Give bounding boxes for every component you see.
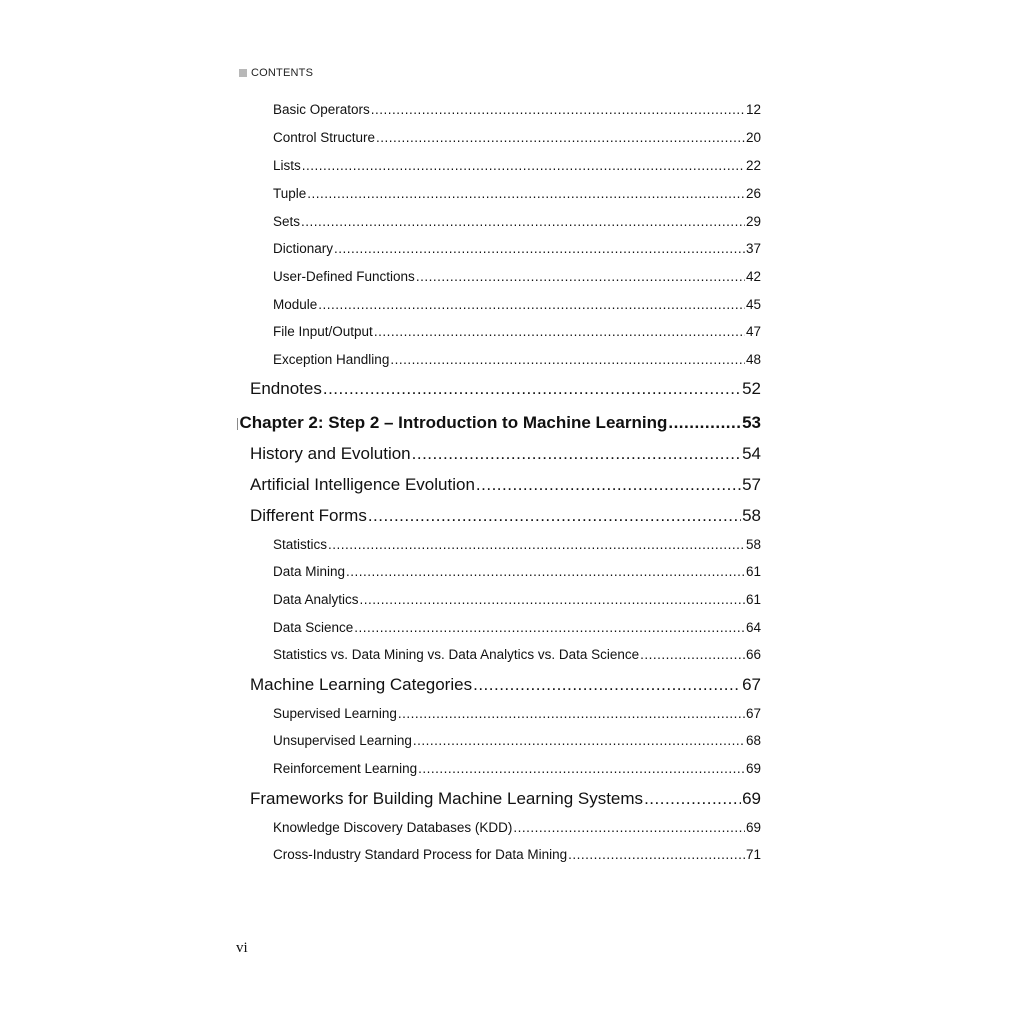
toc-entry-page: 67: [742, 675, 761, 694]
toc-entry: [273, 733, 761, 751]
toc-entry: [273, 102, 761, 120]
toc-entry: [273, 820, 761, 838]
toc-entry-title: Supervised Learning: [273, 706, 397, 721]
dot-leader: [473, 675, 741, 695]
toc-entry: [250, 475, 761, 497]
toc-entry-page: 58: [745, 537, 761, 552]
toc-entry: [273, 186, 761, 204]
toc-entry-title: Dictionary: [273, 241, 334, 256]
toc-entry: [273, 352, 761, 370]
toc-entry-page: 45: [745, 297, 761, 312]
dot-leader: [412, 444, 741, 464]
dot-leader: [374, 324, 745, 339]
toc-entry-title: Lists: [273, 158, 301, 173]
toc-entry-title: Unsupervised Learning: [273, 733, 412, 748]
toc-entry-page: 69: [742, 789, 761, 808]
toc-entry-title: History and Evolution: [250, 444, 411, 463]
toc-entry: [273, 158, 761, 176]
toc-entry: [250, 789, 761, 811]
toc-entry: [273, 564, 761, 582]
toc-entry-page: 61: [745, 564, 761, 579]
dot-leader: [644, 789, 741, 809]
toc-entry: [273, 241, 761, 259]
toc-entry: [250, 379, 761, 401]
toc-entry-title: User-Defined Functions: [273, 269, 415, 284]
dot-leader: [568, 847, 745, 862]
toc-entry-title: Data Mining: [273, 564, 346, 579]
dot-leader: [368, 506, 741, 526]
toc-entry-page: 53: [742, 413, 761, 432]
toc-entry-title: Artificial Intelligence Evolution: [250, 475, 475, 494]
dot-leader: [640, 647, 745, 662]
toc-entry-page: 69: [745, 820, 761, 835]
dot-leader: [413, 733, 745, 748]
toc-entry: [273, 647, 761, 665]
toc-entry-page: 20: [745, 130, 761, 145]
toc-entry-page: 22: [745, 158, 761, 173]
toc-entry-page: 42: [745, 269, 761, 284]
toc-entry: [273, 706, 761, 724]
toc-entry-title: Frameworks for Building Machine Learning Systems: [250, 789, 644, 808]
dot-leader: [668, 413, 741, 433]
toc-entry: [273, 592, 761, 610]
toc-entry-page: 61: [745, 592, 761, 607]
page-folio: vi: [236, 940, 248, 956]
toc-entry-page: 52: [742, 379, 761, 398]
toc-entry-title: Endnotes: [250, 379, 322, 398]
dot-leader: [513, 820, 745, 835]
dot-leader: [416, 269, 745, 284]
toc-entry-title: Exception Handling: [273, 352, 390, 367]
toc-entry-page: 68: [745, 733, 761, 748]
toc-entry-page: 58: [742, 506, 761, 525]
toc-entry: [273, 324, 761, 342]
dot-leader: [318, 297, 745, 312]
dot-leader: [418, 761, 745, 776]
toc-entry-title: Sets: [273, 214, 301, 229]
toc-entry: [273, 269, 761, 287]
dot-leader: [334, 241, 745, 256]
dot-leader: [346, 564, 745, 579]
toc-entry-page: 12: [745, 102, 761, 117]
toc-entry-page: 48: [745, 352, 761, 367]
dot-leader: [323, 379, 741, 399]
toc-entry: [273, 537, 761, 555]
toc-entry-title: Tuple: [273, 186, 307, 201]
toc-entry-title: Data Science: [273, 620, 354, 635]
toc-entry-title: Control Structure: [273, 130, 376, 145]
dot-leader: [398, 706, 745, 721]
toc-entry-page: 47: [745, 324, 761, 339]
toc-entry-page: 57: [742, 475, 761, 494]
toc-entry: [273, 847, 761, 865]
toc-entry-page: 54: [742, 444, 761, 463]
dot-leader: [371, 102, 745, 117]
toc-entry: [250, 444, 761, 466]
toc-entry-title: Module: [273, 297, 318, 312]
toc-entry-title: Knowledge Discovery Databases (KDD): [273, 820, 513, 835]
toc-entry-title: Data Analytics: [273, 592, 359, 607]
dot-leader: [328, 537, 745, 552]
toc-entry: [250, 675, 761, 697]
toc-entry-title: Reinforcement Learning: [273, 761, 418, 776]
toc-entry-page: 26: [745, 186, 761, 201]
dot-leader: [307, 186, 745, 201]
toc-entry-title: Basic Operators: [273, 102, 370, 117]
dot-leader: [360, 592, 745, 607]
toc-entry-title: File Input/Output: [273, 324, 373, 339]
toc-entry: [250, 506, 761, 528]
dot-leader: [301, 214, 745, 229]
toc-entry-page: 29: [745, 214, 761, 229]
dot-leader: [302, 158, 745, 173]
dot-leader: [476, 475, 741, 495]
toc-chapter-entry: [237, 413, 761, 435]
toc-entry: [273, 297, 761, 315]
square-bullet-icon: [239, 69, 247, 77]
toc-entry: [273, 620, 761, 638]
toc-entry-title: Different Forms: [250, 506, 367, 525]
toc-entry: [273, 130, 761, 148]
dot-leader: [376, 130, 745, 145]
toc-entry-title: Machine Learning Categories: [250, 675, 473, 694]
toc-entry: [273, 214, 761, 232]
toc-entry-title: Statistics vs. Data Mining vs. Data Analytics vs. Data Science: [273, 647, 640, 662]
running-head: [239, 67, 313, 79]
toc-entry-page: 64: [745, 620, 761, 635]
toc-entry-page: 37: [745, 241, 761, 256]
toc-entry-page: 67: [745, 706, 761, 721]
toc-entry-page: 66: [745, 647, 761, 662]
toc-entry-title: Cross-Industry Standard Process for Data Mining: [273, 847, 568, 862]
toc-entry-title: Statistics: [273, 537, 328, 552]
dot-leader: [390, 352, 745, 367]
toc-entry-page: 71: [745, 847, 761, 862]
dot-leader: [354, 620, 745, 635]
toc-entry: [273, 761, 761, 779]
toc-entry-page: 69: [745, 761, 761, 776]
toc-entry-title: Chapter 2: Step 2 – Introduction to Machine Learning: [239, 413, 668, 432]
running-head-label: CONTENTS: [251, 67, 314, 79]
